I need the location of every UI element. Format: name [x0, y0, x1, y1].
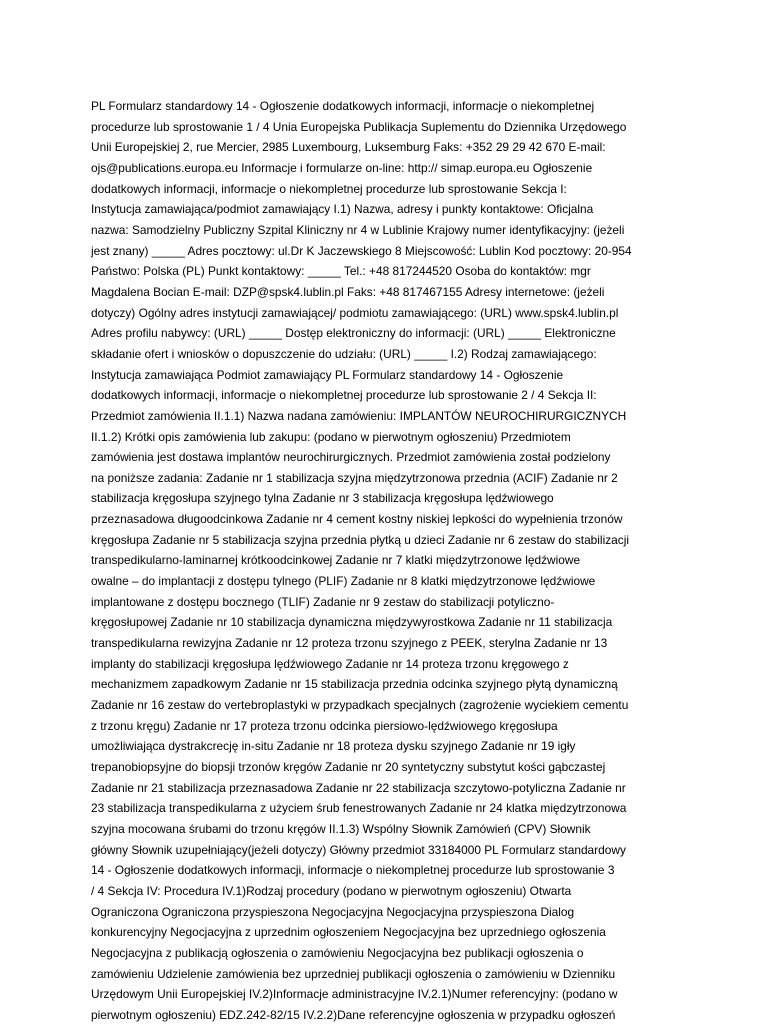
text-line: przeznasadowa długoodcinkowa Zadanie nr 4 cement kostny niskiej lepkości do wypełnienia trzonów [91, 512, 623, 527]
text-line: / 4 Sekcja IV: Procedura IV.1)Rodzaj procedury (podano w pierwotnym ogłoszeniu) Otwarta [91, 883, 572, 898]
text-line: Adres profilu nabywcy: (URL) _____ Dostęp elektroniczny do informacji: (URL) _____ Elektroniczne [91, 326, 616, 341]
text-line: pierwotnym ogłoszeniu) EDZ.242-82/15 IV.2.2)Dane referencyjne ogłoszenia w przypadku ogłoszeń [91, 1007, 616, 1022]
text-line: zamówienia jest dostawa implantów neurochirurgicznych. Przedmiot zamówienia został podzielony [91, 450, 611, 465]
text-line: Urzędowym Unii Europejskiej IV.2)Informacje administracyjne IV.2.1)Numer referencyjny: (podano w [91, 987, 618, 1002]
text-line: 23 stabilizacja transpedikularna z użyciem śrub fenestrowanych Zadanie nr 24 klatka międzytrzonowa [91, 801, 627, 816]
text-line: 14 - Ogłoszenie dodatkowych informacji, informacje o niekompletnej procedurze lub sprostowanie 3 [91, 863, 615, 878]
text-line: implantowane z dostępu bocznego (TLIF) Zadanie nr 9 zestaw do stabilizacji potyliczno- [91, 594, 555, 609]
text-line: kręgosłupa Zadanie nr 5 stabilizacja szyjna przednia płytką u dzieci Zadanie nr 6 zestaw do stabilizacji [91, 532, 630, 547]
text-line: dotyczy) Ogólny adres instytucji zamawiającej/ podmiotu zamawiającego: (URL) www.spsk4.lublin.pl [91, 305, 619, 320]
text-line: Magdalena Bocian E-mail: DZP@spsk4.lublin.pl Faks: +48 817467155 Adresy internetowe: (jeżeli [91, 284, 605, 299]
text-line: z trzonu kręgu) Zadanie nr 17 proteza trzonu odcinka piersiowo-lędźwiowego kręgosłupa [91, 718, 558, 733]
text-line: Państwo: Polska (PL) Punkt kontaktowy: _____ Tel.: +48 817244520 Osoba do kontaktów: mgr [91, 264, 591, 279]
text-line: szyjna mocowana śrubami do trzonu kręgów II.1.3) Wspólny Słownik Zamówień (CPV) Słownik [91, 821, 591, 836]
text-line: Negocjacyjna z publikacją ogłoszenia o zamówieniu Negocjacyjna bez publikacji ogłoszenia o [91, 945, 584, 960]
text-line: dodatkowych informacji, informacje o niekompletnej procedurze lub sprostowanie Sekcja I: [91, 181, 567, 196]
text-line: II.1.2) Krótki opis zamówienia lub zakupu: (podano w pierwotnym ogłoszeniu) Przedmiotem [91, 429, 571, 444]
text-line: Zadanie nr 16 zestaw do vertebroplastyki w przypadkach specjalnych (zagrożenie wyciekiem cementu [91, 698, 629, 713]
text-line: główny Słownik uzupełniający(jeżeli dotyczy) Główny przedmiot 33184000 PL Formularz standardowy [91, 842, 626, 857]
text-line: Instytucja zamawiająca/podmiot zamawiający I.1) Nazwa, adresy i punkty kontaktowe: Oficjalna [91, 202, 594, 217]
text-line: Instytucja zamawiająca Podmiot zamawiający PL Formularz standardowy 14 - Ogłoszenie [91, 367, 564, 382]
text-line: składanie ofert i wniosków o dopuszczenie do udziału: (URL) _____ I.2) Rodzaj zamawiającego: [91, 346, 597, 361]
text-line: zamówieniu Udzielenie zamówienia bez uprzedniej publikacji ogłoszenia o zamówieniu w Dzienniku [91, 966, 616, 981]
text-line: ojs@publications.europa.eu Informacje i formularze on-line: http:// simap.europa.eu Ogłoszenie [91, 160, 593, 175]
text-line: Unii Europejskiej 2, rue Mercier, 2985 Luxembourg, Luksemburg Faks: +352 29 29 42 670 E-mail: [91, 140, 606, 155]
text-line: jest znany) _____ Adres pocztowy: ul.Dr K Jaczewskiego 8 Miejscowość: Lublin Kod pocztowy: 20-954 [91, 243, 632, 258]
text-line: nazwa: Samodzielny Publiczny Szpital Kliniczny nr 4 w Lublinie Krajowy numer identyfikacyjny: (jeżeli [91, 222, 625, 237]
text-line: transpedikularna rewizyjna Zadanie nr 12 proteza trzonu szyjnego z PEEK, sterylna Zadanie nr 13 [91, 636, 608, 651]
text-line: konkurencyjny Negocjacyjna z uprzednim ogłoszeniem Negocjacyjna bez uprzedniego ogłoszenia [91, 925, 606, 940]
text-line: dodatkowych informacji, informacje o niekompletnej procedurze lub sprostowanie 2 / 4 Sekcja II: [91, 388, 597, 403]
text-line: Przedmiot zamówienia II.1.1) Nazwa nadana zamówieniu: IMPLANTÓW NEUROCHIRURGICZNYCH [91, 408, 627, 423]
text-line: stabilizacja kręgosłupa szyjnego tylna Zadanie nr 3 stabilizacja kręgosłupa lędźwiowego [91, 491, 554, 506]
text-line: mechanizmem zapadkowym Zadanie nr 15 stabilizacja przednia odcinka szyjnego płytą dynamiczną [91, 677, 618, 692]
text-line: Zadanie nr 21 stabilizacja przeznasadowa Zadanie nr 22 stabilizacja szczytowo-potyliczna Zadanie nr [91, 780, 626, 795]
text-line: transpedikularno-laminarnej krótkoodcinkowej Zadanie nr 7 klatki międzytrzonowe lędźwiowe [91, 553, 581, 568]
text-line: trepanobiopsyjne do biopsji trzonów kręgów Zadanie nr 20 syntetyczny substytut kości gąbczastej [91, 760, 606, 774]
text-line: na poniższe zadania: Zadanie nr 1 stabilizacja szyjna międzytrzonowa przednia (ACIF) Zadanie nr 2 [91, 470, 618, 485]
text-line: PL Formularz standardowy 14 - Ogłoszenie dodatkowych informacji, informacje o niekompletnej [91, 99, 595, 113]
text-line: kręgosłupowej Zadanie nr 10 stabilizacja dynamiczna międzywyrostkowa Zadanie nr 11 stabilizacja [91, 615, 613, 630]
document-body [91, 96, 697, 1026]
text-line: procedurze lub sprostowanie 1 / 4 Unia Europejska Publikacja Suplementu do Dziennika Urzędowego [91, 119, 627, 134]
text-line: implanty do stabilizacji kręgosłupa lędźwiowego Zadanie nr 14 proteza trzonu kręgowego z [91, 656, 569, 671]
text-line: umożliwiająca dystrakcrecję in-situ Zadanie nr 18 proteza dysku szyjnego Zadanie nr 19 igły [91, 739, 576, 754]
text-line: owalne – do implantacji z dostępu tylnego (PLIF) Zadanie nr 8 klatki międzytrzonowe lędźwiowe [91, 574, 596, 589]
text-line: Ograniczona Ograniczona przyspieszona Negocjacyjna Negocjacyjna przyspieszona Dialog [91, 904, 575, 919]
